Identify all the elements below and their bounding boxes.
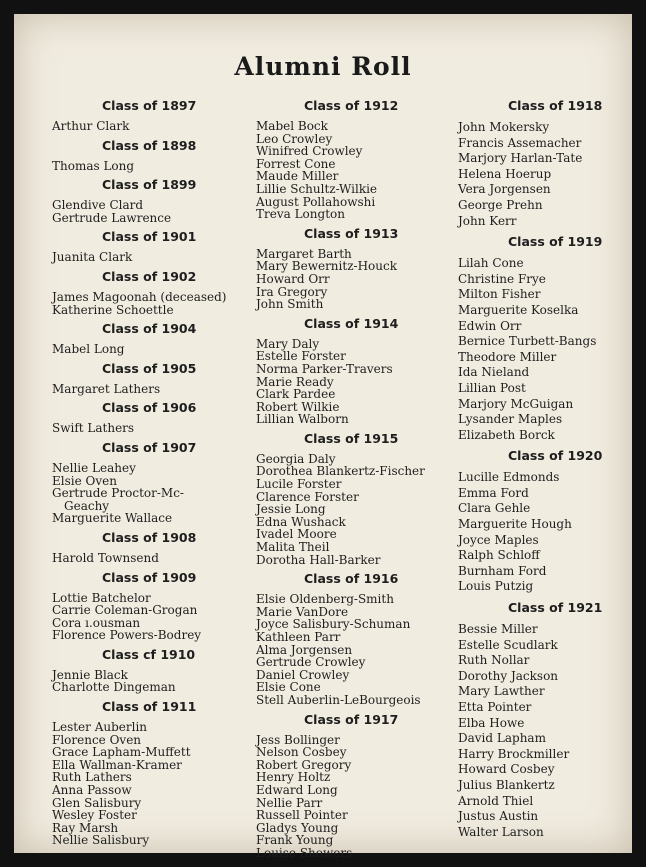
alumni-name: Wesley Foster <box>52 808 137 823</box>
alumni-name: Mary Lawther <box>458 684 545 699</box>
class-group <box>256 96 456 221</box>
class-heading: Class of 1898 <box>102 137 197 153</box>
name-list <box>256 338 456 426</box>
name-list <box>52 552 252 565</box>
alumni-name: Emma Ford <box>458 485 529 500</box>
class-group <box>52 435 252 525</box>
alumni-name: Estelle Scudlark <box>458 637 558 652</box>
alumni-name: Robert Gregory <box>256 757 352 772</box>
alumni-name: August Pollahowshi <box>256 194 376 209</box>
alumni-name: Arnold Thiel <box>458 793 534 808</box>
alumni-name: Marguerite Wallace <box>52 511 173 526</box>
class-group <box>256 426 456 566</box>
alumni-name: Joyce Salisbury-Schuman <box>256 617 411 632</box>
alumni-name: Lottie Batchelor <box>52 590 151 605</box>
alumni-name: Geachy <box>64 498 110 513</box>
alumni-name: Alma Jorgensen <box>256 642 353 657</box>
alumni-name: Georgia Daly <box>256 451 336 466</box>
alumni-name: Florence Oven <box>52 732 142 747</box>
alumni-name: Nellie Parr <box>256 795 323 810</box>
alumni-name: Robert Wilkie <box>256 399 340 414</box>
class-heading: Class of 1905 <box>102 360 197 376</box>
alumni-name: Anna Passow <box>52 783 132 798</box>
alumni-name: Ira Gregory <box>256 284 328 299</box>
alumni-name: Mabel Long <box>52 342 125 357</box>
alumni-name: Norma Parker-Travers <box>256 361 393 376</box>
class-group <box>256 566 456 706</box>
class-group <box>52 224 252 264</box>
alumni-name: Cora ı.ousman <box>52 615 141 630</box>
alumni-name: Leo Crowley <box>256 131 333 146</box>
alumni-name: Gertrude Crowley <box>256 655 366 670</box>
name-list <box>52 251 252 264</box>
alumni-name: Harold Townsend <box>52 550 159 565</box>
class-heading: Class of 1913 <box>304 225 399 241</box>
alumni-name: Louise Showers <box>256 845 353 860</box>
alumni-name: Daniel Crowley <box>256 667 350 682</box>
name-list <box>458 470 630 595</box>
class-group <box>52 96 252 133</box>
alumni-name: Lillian Post <box>458 380 526 395</box>
alumni-name: Russell Pointer <box>256 808 348 823</box>
alumni-name: Lucile Forster <box>256 477 342 492</box>
name-list <box>256 734 456 860</box>
class-heading: Class of 1909 <box>102 569 197 585</box>
column-2 <box>256 96 456 860</box>
name-list <box>52 291 252 316</box>
alumni-name: Arthur Clark <box>52 119 130 133</box>
alumni-name: Dorothy Jackson <box>458 668 559 683</box>
class-heading: Class of 1906 <box>102 400 197 416</box>
class-group <box>458 229 630 443</box>
name-list <box>256 120 456 221</box>
class-group <box>52 133 252 173</box>
alumni-name: Henry Holtz <box>256 770 331 785</box>
alumni-name: Gladys Young <box>256 820 339 835</box>
alumni-name: Edwin Orr <box>458 318 522 333</box>
alumni-name: Lysander Maples <box>458 412 563 427</box>
alumni-name: Joyce Maples <box>458 532 539 547</box>
alumni-name: Winifred Crowley <box>256 144 363 159</box>
alumni-name: Edward Long <box>256 782 338 797</box>
alumni-name: Kathleen Parr <box>256 630 341 644</box>
class-heading: Class of 1912 <box>304 98 399 113</box>
class-heading: Class of 1917 <box>304 711 399 727</box>
class-group <box>52 565 252 642</box>
class-heading: Class cf 1910 <box>102 646 196 662</box>
alumni-name: Milton Fisher <box>458 287 541 302</box>
alumni-name: Mabel Bock <box>256 119 328 133</box>
name-list <box>52 462 252 525</box>
alumni-name: Ruth Lathers <box>52 770 132 785</box>
alumni-name: Marie Ready <box>256 374 334 389</box>
class-group <box>256 707 456 860</box>
alumni-name: Malita Theil <box>256 540 330 555</box>
alumni-name: Mary Bewernitz-Houck <box>256 259 397 274</box>
class-group <box>52 316 252 356</box>
alumni-name: Vera Jorgensen <box>458 182 551 197</box>
alumni-name: Dorothea Blankertz-Fischer <box>256 464 425 479</box>
class-group <box>52 395 252 435</box>
alumni-name: Bessie Miller <box>458 622 538 637</box>
name-list <box>52 343 252 356</box>
alumni-name: Elizabeth Borck <box>458 427 555 442</box>
alumni-name: Carrie Coleman-Grogan <box>52 603 198 618</box>
alumni-name: George Prehn <box>458 197 543 212</box>
alumni-name: Grace Lapham-Muffett <box>52 745 191 760</box>
alumni-name: Clarence Forster <box>256 489 359 504</box>
alumni-name: Estelle Forster <box>256 349 346 364</box>
alumni-name: Ida Nieland <box>458 365 530 380</box>
alumni-name: Dorotha Hall-Barker <box>256 552 381 567</box>
class-group <box>52 525 252 565</box>
class-group <box>458 595 630 840</box>
alumni-name: Marie VanDore <box>256 604 349 619</box>
alumni-name: Elsie Cone <box>256 680 321 695</box>
class-heading: Class of 1904 <box>102 321 197 337</box>
alumni-name: Gertrude Proctor-Mc- <box>52 486 184 501</box>
alumni-name: Burnham Ford <box>458 563 547 578</box>
alumni-name: Marjory McGuigan <box>458 396 574 411</box>
alumni-name: Juanita Clark <box>52 250 133 265</box>
alumni-name: Marguerite Koselka <box>458 302 579 317</box>
class-heading: Class of 1899 <box>102 177 197 193</box>
class-heading: Class of 1908 <box>102 529 197 545</box>
class-heading: Class of 1918 <box>508 98 603 113</box>
class-heading: Class of 1901 <box>102 229 197 245</box>
class-group <box>52 356 252 396</box>
alumni-name: Charlotte Dingeman <box>52 680 176 695</box>
alumni-name: Glen Salisbury <box>52 795 142 810</box>
alumni-name: Thomas Long <box>52 158 135 173</box>
class-heading: Class of 1915 <box>304 430 399 446</box>
alumni-name: Bernice Turbett-Bangs <box>458 334 597 349</box>
alumni-name: Jennie Black <box>52 667 128 682</box>
name-list <box>52 160 252 173</box>
alumni-name: Mary Daly <box>256 336 320 351</box>
alumni-name: Lillie Schultz-Wilkie <box>256 181 378 196</box>
column-3 <box>458 96 630 840</box>
alumni-name: Lillian Walborn <box>256 412 349 427</box>
class-group <box>52 264 252 316</box>
alumni-name: James Magoonah (deceased) <box>52 289 227 304</box>
name-list <box>256 453 456 566</box>
class-group <box>256 311 456 426</box>
alumni-name: Louis Putzig <box>458 579 534 594</box>
alumni-name: Florence Powers-Bodrey <box>52 628 202 643</box>
name-list <box>52 721 252 847</box>
page-title: Alumni Roll <box>234 52 412 81</box>
alumni-name: Nelson Cosbey <box>256 745 347 760</box>
class-heading: Class of 1920 <box>508 448 603 464</box>
alumni-name: Jess Bollinger <box>256 732 340 747</box>
alumni-name: Julius Blankertz <box>458 777 555 792</box>
alumni-name: Marjory Harlan-Tate <box>458 151 583 166</box>
alumni-name: Katherine Schoettle <box>52 302 174 317</box>
alumni-name: Ray Marsh <box>52 820 119 835</box>
name-list <box>52 422 252 435</box>
alumni-name: Stell Auberlin-LeBourgeois <box>256 692 421 707</box>
class-heading: Class of 1914 <box>304 315 399 331</box>
alumni-name: Nellie Salisbury <box>52 833 150 848</box>
alumni-name: Christine Frye <box>458 271 546 286</box>
alumni-name: Howard Orr <box>256 271 330 286</box>
name-list <box>52 669 252 694</box>
alumni-name: Clark Pardee <box>256 387 336 402</box>
class-heading: Class of 1907 <box>102 439 197 455</box>
alumni-name: Elba Howe <box>458 715 525 730</box>
alumni-name: Gertrude Lawrence <box>52 210 172 225</box>
alumni-name: Helena Hoerup <box>458 166 552 181</box>
alumni-name: Swift Lathers <box>52 421 135 436</box>
alumni-name: Forrest Cone <box>256 156 336 171</box>
class-heading: Class of 1916 <box>304 571 399 587</box>
class-group <box>256 221 456 311</box>
class-heading: Class of 1919 <box>508 234 603 250</box>
class-group <box>458 443 630 595</box>
alumni-name: Lucille Edmonds <box>458 470 560 485</box>
class-group <box>52 642 252 694</box>
class-heading: Class of 1897 <box>102 98 197 113</box>
name-list <box>52 383 252 396</box>
alumni-name: Elsie Oven <box>52 473 117 488</box>
alumni-name: Nellie Leahey <box>52 460 136 475</box>
alumni-name: John Smith <box>256 297 324 312</box>
alumni-name: Ruth Nollar <box>458 653 530 668</box>
name-list <box>256 593 456 706</box>
alumni-name: David Lapham <box>458 731 546 746</box>
column-1 <box>52 96 252 847</box>
alumni-name: Ella Wallman-Kramer <box>52 757 182 772</box>
name-list <box>52 199 252 224</box>
name-list <box>458 120 630 229</box>
name-list <box>458 256 630 443</box>
class-heading: Class of 1911 <box>102 699 197 715</box>
alumni-name: Clara Gehle <box>458 501 531 516</box>
class-group <box>458 96 630 229</box>
alumni-name: Justus Austin <box>458 809 539 824</box>
class-group <box>52 172 252 224</box>
alumni-name: Francis Assemacher <box>458 135 582 150</box>
alumni-name: Treva Longton <box>256 207 345 222</box>
alumni-name: Marguerite Hough <box>458 517 572 532</box>
alumni-name: Lester Auberlin <box>52 720 148 735</box>
class-heading: Class of 1921 <box>508 600 603 616</box>
name-list <box>52 592 252 642</box>
alumni-name: Lilah Cone <box>458 256 524 271</box>
alumni-name: Harry Brockmiller <box>458 746 570 761</box>
alumni-name: John Mokersky <box>458 120 550 134</box>
class-heading: Class of 1902 <box>102 268 197 284</box>
alumni-name: Elsie Oldenberg-Smith <box>256 592 394 607</box>
alumni-name: Edna Wushack <box>256 514 346 529</box>
alumni-name: Howard Cosbey <box>458 762 555 777</box>
alumni-name: John Kerr <box>458 213 517 228</box>
alumni-name: Theodore Miller <box>458 349 557 364</box>
name-list <box>458 622 630 840</box>
alumni-name: Ralph Schloff <box>458 548 540 563</box>
name-list <box>52 120 252 133</box>
alumni-name: Jessie Long <box>256 502 326 517</box>
alumni-name: Frank Young <box>256 833 334 848</box>
alumni-name: Etta Pointer <box>458 700 532 714</box>
alumni-name: Walter Larson <box>458 824 544 839</box>
class-group <box>52 694 252 847</box>
alumni-name: Margaret Barth <box>256 246 352 261</box>
alumni-name: Ivadel Moore <box>256 527 337 542</box>
alumni-name: Margaret Lathers <box>52 381 161 396</box>
name-list <box>256 248 456 311</box>
alumni-name: Maude Miller <box>256 169 339 184</box>
alumni-name: Glendive Clard <box>52 198 144 213</box>
